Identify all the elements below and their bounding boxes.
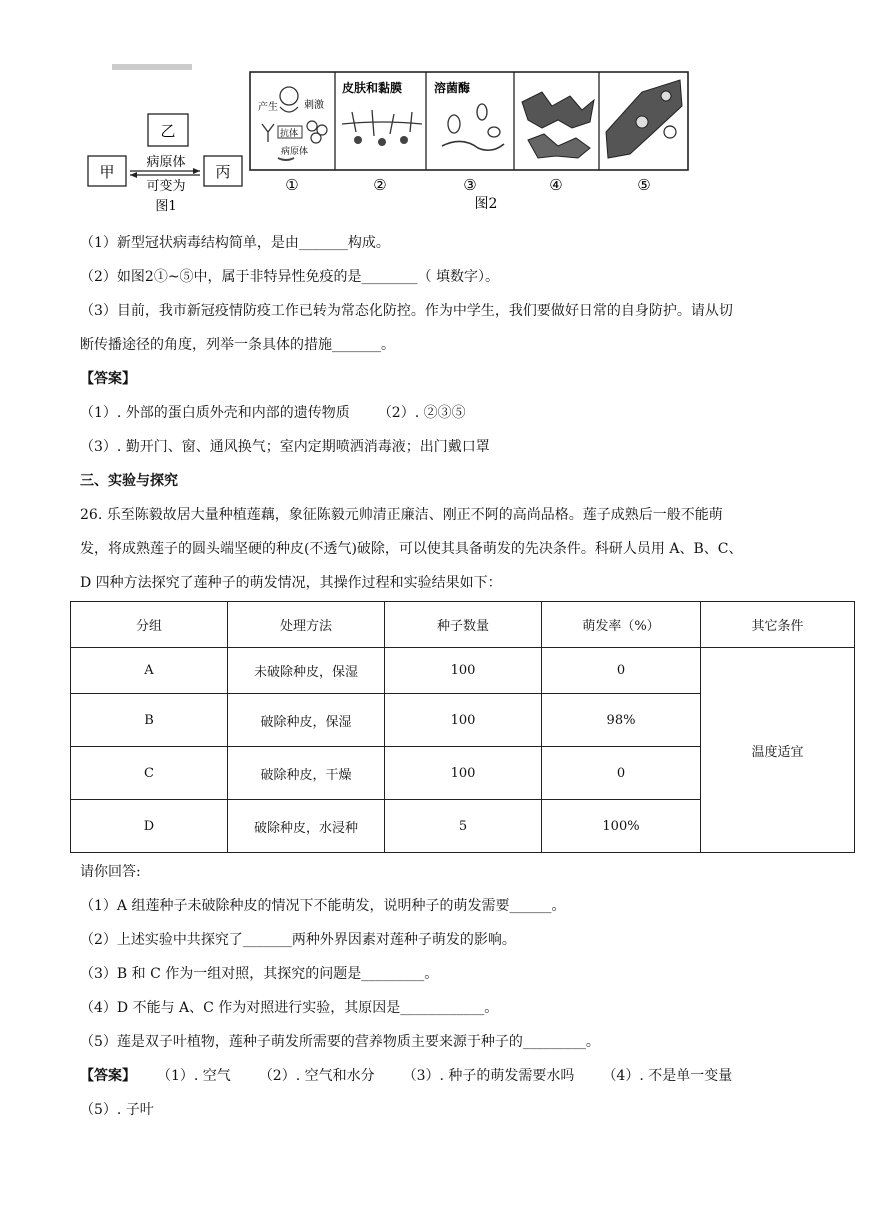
cell-method: 未破除种皮，保湿: [228, 648, 385, 694]
cell-count: 100: [385, 694, 542, 747]
cell-other-condition: 温度适宜: [701, 648, 855, 853]
q26-q3: （3）B 和 C 作为一组对照，其探究的问题是_________。: [80, 966, 439, 982]
arrow-label-bottom: 可变为: [146, 179, 186, 194]
immunity-figure: [82, 62, 694, 222]
cell-rate: 100%: [542, 800, 701, 853]
cell-method: 破除种皮，干燥: [228, 747, 385, 800]
arrow-label-top: 病原体: [146, 155, 186, 170]
panel3-num: ③: [463, 176, 477, 194]
cell-rate: 0: [542, 747, 701, 800]
panel3-title: 溶菌酶: [434, 81, 471, 95]
table-row: [71, 648, 855, 694]
cell-count: 5: [385, 800, 542, 853]
panel1-kangti: 抗体: [280, 129, 299, 139]
label-bing: 丙: [215, 163, 231, 181]
panel5-num: ⑤: [637, 176, 651, 194]
panel-3: [434, 80, 504, 150]
q26-a1: （1）. 空气: [164, 1068, 231, 1084]
cell-count: 100: [385, 747, 542, 800]
panel-5: [606, 80, 682, 158]
panel1-chansheng: 产生: [258, 102, 278, 113]
panel2-num: ②: [373, 176, 387, 194]
cell-group: B: [71, 694, 228, 747]
q25-q2: （2）如图2①~⑤中，属于非特异性免疫的是________（ 填数字）。: [80, 269, 499, 285]
header-other: 其它条件: [701, 602, 855, 648]
q26-intro-line2: 发，将成熟莲子的圆头端坚硬的种皮(不透气)破除，可以使其具备萌发的先决条件。科研人员用 A、B、C、: [80, 541, 743, 557]
fig1: [88, 114, 242, 214]
q26-a3: （3）. 种子的萌发需要水吗: [402, 1068, 575, 1084]
q25-q3-line1: （3）目前，我市新冠疫情防疫工作已转为常态化防控。作为中学生，我们要做好日常的自身防护。请从切: [80, 303, 733, 319]
q26-answer-label: 【答案】: [80, 1068, 136, 1084]
label-yi: 乙: [160, 122, 176, 140]
q26-q4: （4）D 不能与 A、C 作为对照进行实验，其原因是____________。: [80, 1000, 499, 1016]
q26-prompt: 请你回答:: [80, 864, 141, 880]
q26-answer-line1: [80, 1066, 760, 1086]
cell-rate: 98%: [542, 694, 701, 747]
cell-group: A: [71, 648, 228, 694]
header-group: 分组: [71, 602, 228, 648]
cell-method: 破除种皮，水浸种: [228, 800, 385, 853]
panel-1: [258, 87, 327, 160]
panel-4: [522, 92, 594, 158]
q26-a5: （5）. 子叶: [80, 1102, 154, 1118]
section-title: 三、实验与探究: [80, 473, 178, 489]
panel1-bingyuanti: 病原体: [281, 147, 309, 157]
q26-intro-line1: 26. 乐至陈毅故居大量种植莲藕，象征陈毅元帅清正廉洁、刚正不阿的高尚品格。莲子成熟后一般不能萌: [80, 507, 723, 523]
cell-rate: 0: [542, 648, 701, 694]
cell-method: 破除种皮，保湿: [228, 694, 385, 747]
q26-a2: （2）. 空气和水分: [258, 1068, 375, 1084]
header-method: 处理方法: [228, 602, 385, 648]
scan-residue: [112, 64, 192, 70]
fig2-caption: 图2: [474, 196, 498, 212]
cell-group: C: [71, 747, 228, 800]
q25-q1: （1）新型冠状病毒结构简单，是由_______构成。: [80, 235, 390, 251]
cell-group: D: [71, 800, 228, 853]
q26-a4: （4）. 不是单一变量: [602, 1068, 733, 1084]
header-count: 种子数量: [385, 602, 542, 648]
panel4-num: ④: [549, 176, 563, 194]
cell-count: 100: [385, 648, 542, 694]
q25-answer-line1: [80, 403, 494, 423]
q26-intro-line3: D 四种方法探究了莲种子的萌发情况，其操作过程和实验结果如下：: [80, 575, 502, 591]
fig2: [250, 72, 688, 212]
table-header-row: [71, 602, 855, 648]
q25-a1: （1）. 外部的蛋白质外壳和内部的遗传物质: [80, 405, 350, 421]
q25-answer-label: 【答案】: [80, 371, 136, 387]
q26-q1: （1）A 组莲种子未破除种皮的情况下不能萌发，说明种子的萌发需要______。: [80, 898, 566, 914]
panel2-title: 皮肤和黏膜: [342, 81, 403, 95]
q26-q5: （5）莲是双子叶植物，莲种子萌发所需要的营养物质主要来源于种子的_________。: [80, 1034, 600, 1050]
q25-a3: （3）. 勤开门、窗、通风换气；室内定期喷洒消毒液；出门戴口罩: [80, 439, 490, 455]
figure-area: [82, 62, 694, 222]
panel-2: [342, 80, 422, 146]
q25-a2: （2）. ②③⑤: [377, 405, 466, 421]
results-table: [70, 601, 855, 853]
panel1-num: ①: [285, 176, 299, 194]
fig1-caption: 图1: [155, 199, 177, 214]
label-jia: 甲: [99, 163, 115, 181]
header-rate: 萌发率（%）: [542, 602, 701, 648]
panel1-ciji: 刺激: [304, 100, 324, 111]
q26-q2: （2）上述实验中共探究了_______两种外界因素对莲种子萌发的影响。: [80, 932, 516, 948]
q25-q3-line2: 断传播途径的角度，列举一条具体的措施_______。: [80, 337, 395, 353]
